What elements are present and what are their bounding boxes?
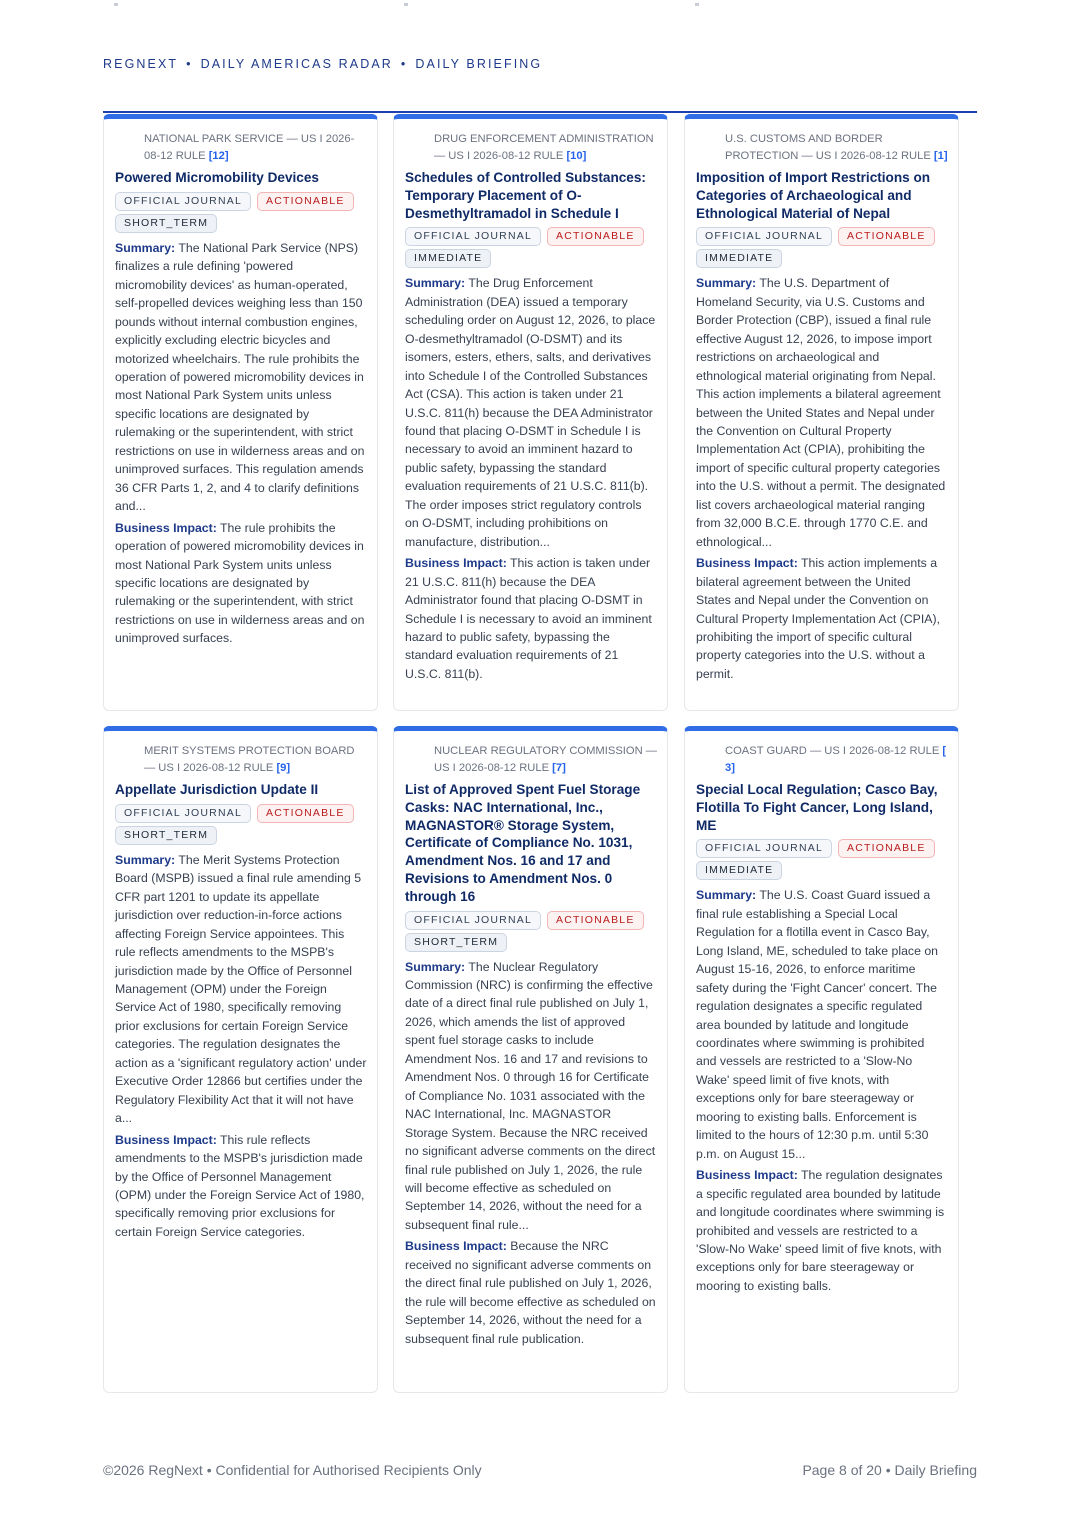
page-edge-marks	[0, 3, 1080, 9]
card-summary: Summary: The Nuclear Regulatory Commission (NRC) is confirming the effective date of a direct final rule published on July 1, 2026, which amends the list of approved spent fuel storage casks to include Amendment Nos. 16 and 17 and revisions to Amendment Nos. 0 through 16 for Certificate of Compliance No. 1031 associated with the NAC International, Inc. MAGNASTOR Storage System. Because the NRC received no significant adverse comments on the direct final rule published on July 1, 2026, the rule will become effective as scheduled on September 14, 2026, without the need for a subsequent final rule...	[405, 959, 656, 1232]
status-badge: ACTIONABLE	[838, 227, 935, 246]
card-title: List of Approved Spent Fuel Storage Casks: NAC International, Inc., MAGNASTOR® Storage System, Certificate of Compliance No. 1031, Amendment Nos. 16 and 17 and Revisions to Amendment Nos. 0 through 16	[405, 782, 641, 904]
report-header: REGNEXT • DAILY AMERICAS RADAR • DAILY BRIEFING	[103, 57, 543, 71]
regulation-card	[393, 114, 668, 711]
card-meta: COAST GUARD — US I 2026-08-12 RULE [ 3]	[725, 745, 947, 774]
card-title: Imposition of Import Restrictions on Categories of Archaeological and Ethnological Material of Nepal	[696, 170, 931, 221]
card-business-impact: Business Impact: The regulation designates a specific regulated area bounded by latitude and longitude coordinates where swimming is prohibited and vessels are restricted to a 'Slow-No Wake' speed limit of five knots, with exceptions only for bare steerageway or mooring to existing balls.	[696, 1168, 945, 1293]
regulation-card	[393, 726, 668, 1393]
source-badge: OFFICIAL JOURNAL	[696, 839, 832, 858]
regulation-card	[684, 726, 959, 1393]
status-badge: ACTIONABLE	[838, 839, 935, 858]
reference-link[interactable]: [7]	[552, 762, 566, 774]
card-business-impact: Business Impact: The rule prohibits the operation of powered micromobility devices in most National Park System units unless specific locations are designated by rulemaking or the superintendent, with strict restrictions on use in wilderness areas and on unimproved surfaces.	[115, 520, 365, 646]
reference-link[interactable]: [ 3]	[725, 745, 947, 774]
timing-badge: SHORT_TERM	[405, 933, 507, 952]
source-badge: OFFICIAL JOURNAL	[405, 911, 541, 930]
brand-name: REGNEXT	[103, 57, 179, 71]
card-title: Powered Micromobility Devices	[115, 170, 319, 185]
footer-copyright: ©2026 RegNext • Confidential for Authorised Recipients Only	[103, 1462, 482, 1478]
card-meta: MERIT SYSTEMS PROTECTION BOARD — US I 2026-08-12 RULE [9]	[144, 745, 355, 774]
report-name: DAILY BRIEFING	[415, 57, 543, 71]
source-badge: OFFICIAL JOURNAL	[115, 192, 251, 211]
reference-link[interactable]: [1]	[933, 150, 948, 162]
reference-link[interactable]: [12]	[208, 150, 229, 162]
card-meta: NATIONAL PARK SERVICE — US I 2026-08-12 RULE [12]	[144, 133, 355, 162]
status-badge: ACTIONABLE	[257, 192, 354, 211]
card-business-impact: Business Impact: Because the NRC received no significant adverse comments on the direct final rule published on July 1, 2026, the rule will become effective as scheduled on September 14, 2026, without the need for a subsequent final rule publication.	[405, 1239, 656, 1346]
timing-badge: IMMEDIATE	[696, 249, 782, 268]
card-summary: Summary: The Merit Systems Protection Board (MSPB) issued a final rule amending 5 CFR part 1201 to update its appellate jurisdiction over reduction-in-force actions affecting Foreign Service appointees. This rule reflects amendments to the MSPB's jurisdiction made by the Office of Personnel Management (OPM) under the Foreign Service Act of 1980, specifically removing prior exclusions for certain Foreign Service categories. The regulation designates the action as a 'significant regulatory action' under Executive Order 12866 but certifies under the Regulatory Flexibility Act that it will not have a...	[115, 852, 367, 1126]
timing-badge: IMMEDIATE	[696, 861, 782, 880]
card-summary: Summary: The U.S. Department of Homeland Security, via U.S. Customs and Border Protection (CBP), issued a final rule effective August 12, 2026, to impose import restrictions on archaeological and ethnological material originating from Nepal. This action implements a bilateral agreement between the United States and Nepal under the Convention on Cultural Property Implementation Act (CPIA), prohibiting the import of specific cultural property categories into the U.S. without a permit. The designated list covers archaeological material ranging from 32,000 B.C.E. through 1770 C.E. and ethnological...	[696, 276, 946, 549]
regulation-card	[103, 726, 378, 1393]
card-title: Schedules of Controlled Substances: Temporary Placement of O-Desmethyltramadol in Schedule I	[405, 170, 646, 221]
timing-badge: SHORT_TERM	[115, 826, 217, 845]
card-meta: NUCLEAR REGULATORY COMMISSION — US I 2026-08-12 RULE [7]	[434, 745, 657, 774]
reference-link[interactable]: [9]	[276, 762, 291, 774]
card-title: Special Local Regulation; Casco Bay, Flotilla To Fight Cancer, Long Island, ME	[696, 782, 938, 833]
card-summary: Summary: The U.S. Coast Guard issued a final rule establishing a Special Local Regulation for a flotilla event in Casco Bay, Long Island, ME, scheduled to take place on August 15-16, 2026, to enforce maritime safety during the 'Fight Cancer' concert. The regulation designates a specific regulated area bounded by latitude and longitude coordinates where swimming is prohibited and vessels are restricted to a 'Slow-No Wake' speed limit of five knots, with exceptions only for bare steerageway or mooring to existing balls. Enforcement is limited to the hours of 12:30 p.m. until 5:30 p.m. on August 15...	[696, 888, 938, 1161]
card-title: Appellate Jurisdiction Update II	[115, 782, 319, 797]
header-divider	[103, 111, 977, 113]
card-meta: DRUG ENFORCEMENT ADMINISTRATION — US I 2026-08-12 RULE [10]	[434, 133, 654, 162]
source-badge: OFFICIAL JOURNAL	[405, 227, 541, 246]
footer-page-number: Page 8 of 20 • Daily Briefing	[802, 1462, 977, 1478]
timing-badge: SHORT_TERM	[115, 214, 217, 233]
source-badge: OFFICIAL JOURNAL	[696, 227, 832, 246]
regulation-card	[684, 114, 959, 711]
product-name: DAILY AMERICAS RADAR	[200, 57, 393, 71]
regulation-card	[103, 114, 378, 711]
reference-link[interactable]: [10]	[566, 150, 587, 162]
timing-badge: IMMEDIATE	[405, 249, 491, 268]
card-summary: Summary: The Drug Enforcement Administration (DEA) issued a temporary scheduling order on August 12, 2026, to place O-desmethyltramadol (O-DSMT) and its isomers, esters, ethers, salts, and derivatives into Schedule I of the Controlled Substances Act (CSA). This action is taken under 21 U.S.C. 811(h) because the DEA Administrator found that placing O-DSMT in Schedule I is necessary to avoid an imminent hazard to public safety, bypassing the standard evaluation requirements of 21 U.S.C. 811(b). The order imposes strict regulatory controls on O-DSMT, including prohibitions on manufacture, distribution...	[405, 276, 656, 549]
card-meta: U.S. CUSTOMS AND BORDER PROTECTION — US I 2026-08-12 RULE [1]	[725, 133, 948, 162]
card-summary: Summary: The National Park Service (NPS) finalizes a rule defining 'powered micromobility devices' as human-operated, self-propelled devices weighing less than 150 pounds without internal combustion engines, explicitly excluding electric bicycles and motorized wheelchairs. The rule prohibits the operation of powered micromobility devices in most National Park System units unless specific locations are designated by rulemaking or the superintendent, with strict restrictions on use in wilderness areas and on unimproved surfaces. This regulation amends 36 CFR Parts 1, 2, and 4 to clarify definitions and...	[115, 240, 365, 514]
status-badge: ACTIONABLE	[547, 911, 644, 930]
card-business-impact: Business Impact: This action implements a bilateral agreement between the United States and Nepal under the Convention on Cultural Property Implementation Act (CPIA), prohibiting the import of specific cultural property categories into the U.S. without a permit.	[696, 556, 940, 681]
status-badge: ACTIONABLE	[257, 804, 354, 823]
card-business-impact: Business Impact: This rule reflects amendments to the MSPB's jurisdiction made by the Office of Personnel Management (OPM) under the Foreign Service Act of 1980, specifically removing prior exclusions for certain Foreign Service categories.	[115, 1132, 365, 1239]
source-badge: OFFICIAL JOURNAL	[115, 804, 251, 823]
status-badge: ACTIONABLE	[547, 227, 644, 246]
card-business-impact: Business Impact: This action is taken under 21 U.S.C. 811(h) because the DEA Administrator found that placing O-DSMT in Schedule I is necessary to avoid an imminent hazard to public safety, bypassing the standard evaluation requirements of 21 U.S.C. 811(b).	[405, 556, 652, 681]
